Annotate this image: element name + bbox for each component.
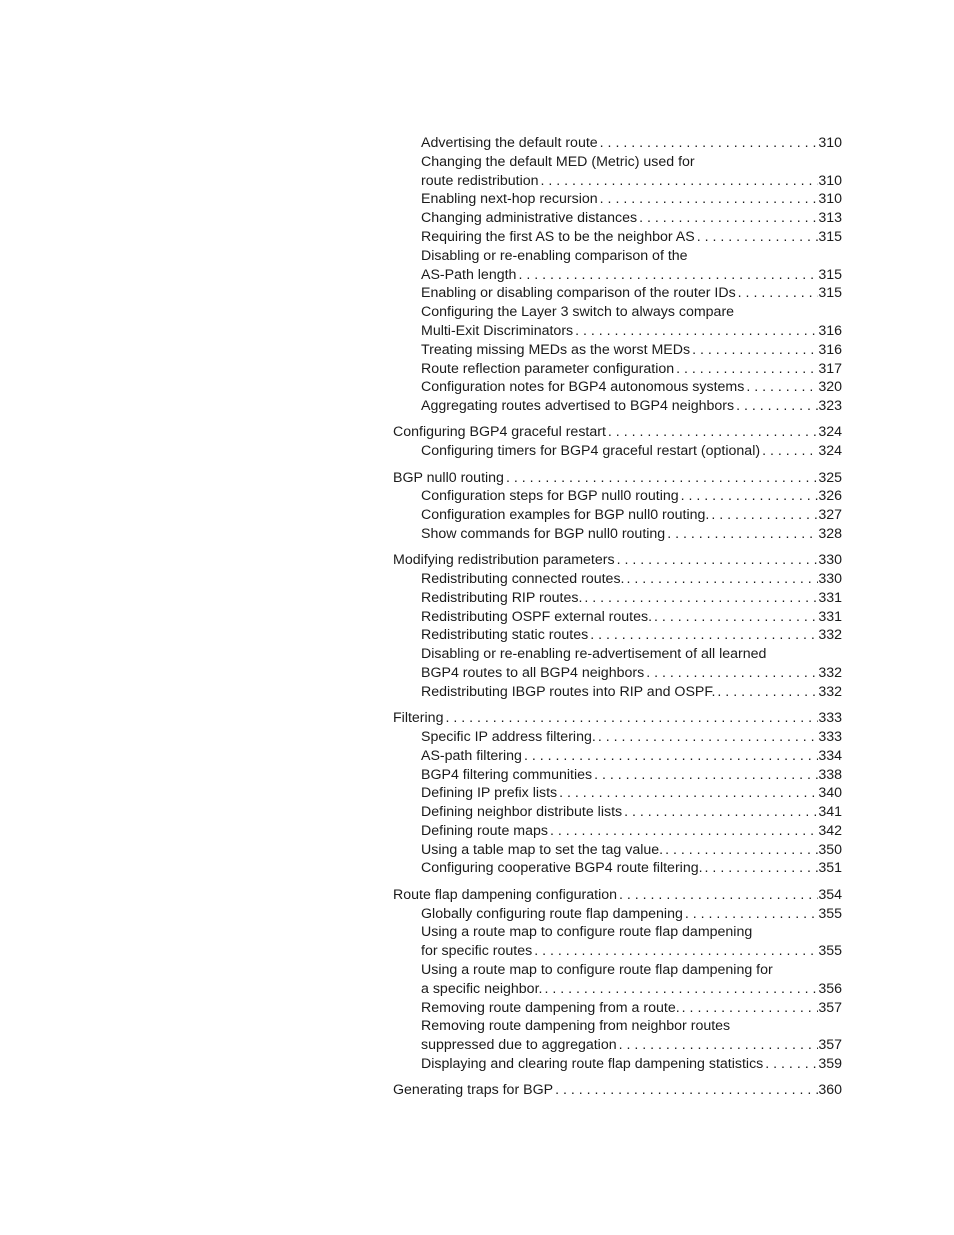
toc-page-number: 326 [818, 488, 842, 505]
toc-entry[interactable] [393, 766, 842, 785]
dot-leader [542, 980, 818, 999]
toc-entry[interactable] [393, 570, 842, 589]
toc-entry[interactable] [393, 228, 842, 247]
toc-entry[interactable] [393, 1017, 842, 1036]
dot-leader [516, 266, 818, 285]
toc-entry[interactable] [393, 525, 842, 544]
toc-page-number: 338 [818, 766, 842, 783]
toc-entry[interactable] [393, 803, 842, 822]
toc-entry-title: suppressed due to aggregation [421, 1037, 617, 1054]
toc-entry-title: Redistributing IBGP routes into RIP and OSPF. [421, 683, 716, 700]
toc-entry-title: Advertising the default route [421, 135, 598, 151]
toc-page-number: 341 [818, 804, 842, 821]
dot-leader [598, 134, 819, 153]
toc-entry-title: Route flap dampening configuration [393, 886, 618, 903]
dot-leader [760, 442, 818, 461]
toc-entry-heading[interactable] [393, 469, 842, 488]
dot-leader [606, 423, 818, 442]
dot-leader [715, 683, 818, 702]
toc-page-number: 359 [818, 1055, 842, 1072]
toc-page-number: 357 [818, 999, 842, 1016]
toc-page-number: 332 [818, 683, 842, 700]
toc-page-number: 316 [818, 322, 842, 339]
toc-page-number: 357 [818, 1037, 842, 1054]
toc-entry-title: AS-path filtering [421, 747, 522, 764]
toc-entry-title: Globally configuring route flap dampening [421, 905, 683, 922]
toc-entry[interactable] [393, 360, 842, 379]
toc-page-number: 315 [818, 285, 842, 302]
toc-page-number: 350 [818, 841, 842, 858]
toc-entry[interactable] [393, 841, 842, 860]
toc-page-number: 331 [818, 589, 842, 606]
toc-entry[interactable] [393, 266, 842, 285]
dot-leader [617, 886, 818, 905]
toc-entry-title: Aggregating routes advertised to BGP4 neighbors [421, 398, 735, 415]
toc-entry[interactable] [393, 247, 842, 266]
toc-entry[interactable] [393, 942, 842, 961]
toc-entry[interactable] [393, 683, 842, 702]
toc-entry-title: Using a route map to configure route flap dampening for [421, 961, 773, 978]
toc-entry-heading[interactable] [393, 551, 842, 570]
toc-page-number: 317 [818, 360, 842, 377]
dot-leader [734, 397, 818, 416]
toc-entry[interactable] [393, 284, 842, 303]
toc-page-number: 328 [818, 525, 842, 542]
toc-entry-title: Generating traps for BGP [393, 1082, 554, 1099]
toc-section [393, 709, 842, 878]
toc-entry-title: Treating missing MEDs as the worst MEDs [421, 341, 691, 358]
dot-leader [504, 469, 818, 488]
toc-entry-title: Requiring the first AS to be the neighbor AS [421, 228, 695, 245]
toc-page-number: 323 [818, 398, 842, 415]
toc-page-number: 325 [818, 469, 842, 486]
toc-section [393, 423, 842, 461]
dot-leader [539, 172, 819, 191]
toc-page-number: 355 [818, 943, 842, 960]
toc-entry-title: Enabling or disabling comparison of the router IDs [421, 285, 736, 302]
dot-leader [522, 747, 818, 766]
toc-page-number: 330 [818, 571, 842, 588]
toc-entry[interactable] [393, 134, 842, 153]
toc-entry[interactable] [393, 1036, 842, 1055]
toc-entry[interactable] [393, 172, 842, 191]
toc-entry-title: Redistributing connected routes. [421, 571, 625, 588]
toc-entry[interactable] [393, 961, 842, 980]
dot-leader [588, 626, 818, 645]
dot-leader [617, 1036, 819, 1055]
toc-entry-title: Configuring cooperative BGP4 route filtering. [421, 860, 703, 877]
toc-page-number: 310 [818, 172, 842, 189]
toc-entry-title: Route reflection parameter configuration [421, 360, 675, 377]
dot-leader [763, 1055, 818, 1074]
dot-leader [622, 803, 818, 822]
dot-leader [615, 551, 819, 570]
toc-section [393, 469, 842, 544]
toc-entry[interactable] [393, 442, 842, 461]
toc-entry-title: BGP4 filtering communities [421, 766, 593, 783]
toc-page-number: 324 [818, 443, 842, 460]
toc-page-number: 340 [818, 785, 842, 802]
dot-leader [683, 905, 818, 924]
toc-page-number: 313 [818, 210, 842, 227]
dot-leader [573, 322, 818, 341]
toc-entry-title: Show commands for BGP null0 routing [421, 525, 666, 542]
toc-entry[interactable] [393, 980, 842, 999]
toc-entry-title: BGP4 routes to all BGP4 neighbors [421, 665, 645, 682]
toc-entry[interactable] [393, 626, 842, 645]
toc-page-number: 351 [818, 860, 842, 877]
toc-entry[interactable] [393, 608, 842, 627]
toc-entry[interactable] [393, 905, 842, 924]
toc-entry-title: BGP null0 routing [393, 469, 504, 486]
toc-page-number: 316 [818, 341, 842, 358]
toc-entry-title: Configuring BGP4 graceful restart [393, 424, 606, 441]
toc-entry-heading[interactable] [393, 886, 842, 905]
toc-entry-title: Configuring timers for BGP4 graceful restart (optional) [421, 443, 761, 460]
toc-entry[interactable] [393, 378, 842, 397]
toc-entry-title: Using a route map to configure route flap dampening [421, 924, 753, 941]
toc-page-number: 355 [818, 905, 842, 922]
dot-leader [637, 209, 818, 228]
toc-entry[interactable] [393, 747, 842, 766]
toc-entry[interactable] [393, 999, 842, 1018]
toc-page-number: 334 [818, 747, 842, 764]
toc-entry-title: Using a table map to set the tag value. [421, 841, 664, 858]
dot-leader [663, 841, 818, 860]
toc-entry[interactable] [393, 923, 842, 942]
dot-leader [665, 525, 818, 544]
toc-entry[interactable] [393, 589, 842, 608]
toc-page-number: 320 [818, 379, 842, 396]
dot-leader [582, 589, 818, 608]
toc-page-number: 324 [818, 424, 842, 441]
dot-leader [592, 766, 818, 785]
toc-page-number: 331 [818, 608, 842, 625]
toc-page-number: 333 [818, 710, 842, 727]
toc-entry-title: Removing route dampening from neighbor routes [421, 1018, 731, 1035]
toc-page-number: 332 [818, 627, 842, 644]
toc-entry-title: Specific IP address filtering. [421, 728, 596, 745]
toc-entry[interactable] [393, 645, 842, 664]
dot-leader [736, 284, 819, 303]
toc-entry[interactable] [393, 397, 842, 416]
toc-page-number: 333 [818, 728, 842, 745]
toc-section [393, 551, 842, 701]
toc-page-number: 360 [818, 1082, 842, 1099]
toc-page-number: 356 [818, 980, 842, 997]
toc-entry[interactable] [393, 153, 842, 172]
toc-entry-heading[interactable] [393, 1081, 842, 1100]
toc-section [393, 1081, 842, 1100]
dot-leader [548, 822, 818, 841]
toc-entry[interactable] [393, 1055, 842, 1074]
dot-leader [744, 378, 818, 397]
dot-leader [703, 859, 819, 878]
toc-entry-title: Redistributing RIP routes. [421, 589, 583, 606]
toc-entry[interactable] [393, 487, 842, 506]
toc-entry-title: Redistributing static routes [421, 627, 589, 644]
toc-entry[interactable] [393, 859, 842, 878]
dot-leader [443, 709, 818, 728]
toc-section [393, 886, 842, 1074]
toc-entry[interactable] [393, 190, 842, 209]
toc-entry-title: Disabling or re-enabling re-advertisement of all learned [421, 646, 767, 663]
dot-leader [553, 1081, 818, 1100]
dot-leader [624, 570, 818, 589]
toc-page-number: 310 [818, 135, 842, 151]
toc-entry[interactable] [393, 506, 842, 525]
toc-entry-title: Redistributing OSPF external routes. [421, 608, 653, 625]
toc-entry-title: route redistribution [421, 172, 539, 189]
toc-entry-heading[interactable] [393, 423, 842, 442]
dot-leader [679, 487, 819, 506]
toc-entry[interactable] [393, 664, 842, 683]
dot-leader [695, 228, 819, 247]
toc-entry-title: Configuration notes for BGP4 autonomous systems [421, 379, 745, 396]
toc-entry-title: Changing administrative distances [421, 210, 638, 227]
toc-page-number: 330 [818, 552, 842, 569]
toc-page-number: 315 [818, 228, 842, 245]
toc-entry-title: Defining neighbor distribute lists [421, 804, 623, 821]
toc-entry-title: Disabling or re-enabling comparison of the [421, 247, 688, 264]
toc-page-number: 310 [818, 191, 842, 208]
toc-entry-title: for specific routes [421, 943, 533, 960]
toc-entry-title: Modifying redistribution parameters [393, 552, 615, 569]
toc-entry[interactable] [393, 822, 842, 841]
dot-leader [652, 608, 818, 627]
dot-leader [674, 360, 818, 379]
toc-entry-heading[interactable] [393, 709, 842, 728]
dot-leader [532, 942, 818, 961]
toc-entry-title: Displaying and clearing route flap dampening statistics [421, 1055, 764, 1072]
toc-entry[interactable] [393, 784, 842, 803]
toc-entry-title: Filtering [393, 710, 444, 727]
toc-entry-title: Removing route dampening from a route. [421, 999, 680, 1016]
toc-entry-title: Configuring the Layer 3 switch to always compare [421, 304, 735, 321]
toc-page-number: 342 [818, 822, 842, 839]
toc-entry-title: AS-Path length [421, 266, 517, 283]
toc-entry[interactable] [393, 322, 842, 341]
dot-leader [690, 341, 818, 360]
toc-entry-title: Changing the default MED (Metric) used for [421, 153, 695, 170]
dot-leader [709, 506, 818, 525]
toc-entry-title: Configuration steps for BGP null0 routing [421, 488, 679, 505]
toc-entry-title: a specific neighbor. [421, 980, 543, 997]
toc-entry[interactable] [393, 303, 842, 322]
dot-leader [644, 664, 818, 683]
dot-leader [598, 190, 819, 209]
toc-entry-title: Defining route maps [421, 822, 548, 839]
dot-leader [557, 784, 818, 803]
toc-page-number: 354 [818, 886, 842, 903]
toc-entry-title: Enabling next-hop recursion [421, 191, 598, 208]
toc-entry-title: Configuration examples for BGP null0 routing. [421, 507, 710, 524]
toc-section [393, 134, 842, 416]
toc-entry[interactable] [393, 209, 842, 228]
toc-page-number: 327 [818, 507, 842, 524]
toc-page-number: 332 [818, 665, 842, 682]
toc-entry-title: Multi-Exit Discriminators [421, 322, 574, 339]
dot-leader [680, 999, 819, 1018]
dot-leader [596, 728, 819, 747]
toc-entry-title: Defining IP prefix lists [421, 785, 558, 802]
toc-entry[interactable] [393, 728, 842, 747]
toc-page-number: 315 [818, 266, 842, 283]
toc-entry[interactable] [393, 341, 842, 360]
table-of-contents [393, 134, 842, 1108]
